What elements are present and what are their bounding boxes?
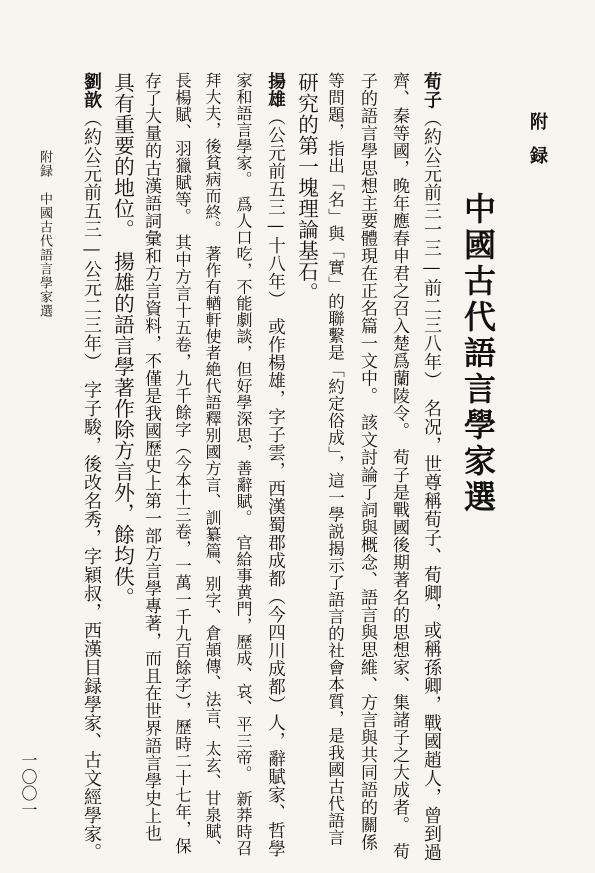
text-column [422, 72, 440, 862]
column-text: 具有重要的地位。 揚雄的語言學著作除方言外，餘均佚。 [110, 72, 135, 608]
entry-name: 劉歆 [81, 72, 102, 109]
running-header: 附録 中國古代語言學家選 [37, 150, 52, 318]
text-column [235, 72, 251, 857]
column-text: 家和語言學家。 爲人口吃，不能劇談，但好學深思，善辭賦。 官給事黄門，歷成、哀、平三帝。 新莽時召 [234, 72, 253, 857]
column-text: 子的語言學思想主要體現在正名篇一文中。 該文討論了詞與概念、語言與思維、方言與共同語的關係 [357, 72, 377, 851]
page-number: 一〇〇一 [19, 752, 38, 818]
column-text: （約公元前三一三—前二三八年） 名况，世尊稱荀子、荀卿，或稱孫卿，戰國趙人，曾到過 [421, 109, 442, 862]
text-column [112, 72, 133, 608]
text-column [142, 72, 159, 842]
text-column [266, 72, 284, 858]
column-text: 研究的第一塊理論基石。 [294, 72, 319, 303]
text-column [204, 72, 220, 856]
column-text: 等問題，指出「名」與「實」的聯繫是「約定俗成」，這一學説揭示了語言的社會本質，是我國古代語言 [325, 72, 345, 846]
text-column [82, 72, 100, 862]
column-text: 拜大夫，後貧病而終。 著作有輶軒使者絶代語釋别國方言、訓纂篇、别字、倉頡傳、法言、太玄、甘泉賦、 [203, 72, 222, 856]
column-text: 長楊賦、羽獵賦等。 其中方言十五卷，九千餘字（今本十三卷，一萬一千九百餘字），歷時二十七年，保 [172, 72, 192, 855]
page-title: 中國古代語言學家選 [459, 192, 497, 516]
entry-name: 荀子 [421, 72, 442, 109]
text-column [358, 72, 375, 851]
text-column [173, 72, 190, 855]
column-text: 齊、秦等國，晚年應春申君之召入楚爲蘭陵令。 荀子是戰國後期著名的思想家、集諸子之大成者。 荀 [389, 72, 409, 860]
text-column [326, 72, 343, 846]
text-column [390, 72, 407, 860]
entry-name: 揚雄 [265, 72, 286, 108]
column-text: （約公元前五三—公元二三年） 字子駿，後改名秀，字穎叔，西漢目録學家、古文經學家。 [81, 109, 102, 862]
section-label: 附録 [527, 112, 548, 180]
text-column [296, 72, 317, 303]
column-text: （公元前五三—十八年） 或作楊雄，字子雲，西漢蜀郡成都（今四川成都）人，辭賦家、哲學 [265, 108, 286, 858]
column-text: 存了大量的古漢語詞彙和方言資料，不僅是我國歷史上第一部方言學專著，而且在世界語言學史上也 [141, 72, 161, 842]
